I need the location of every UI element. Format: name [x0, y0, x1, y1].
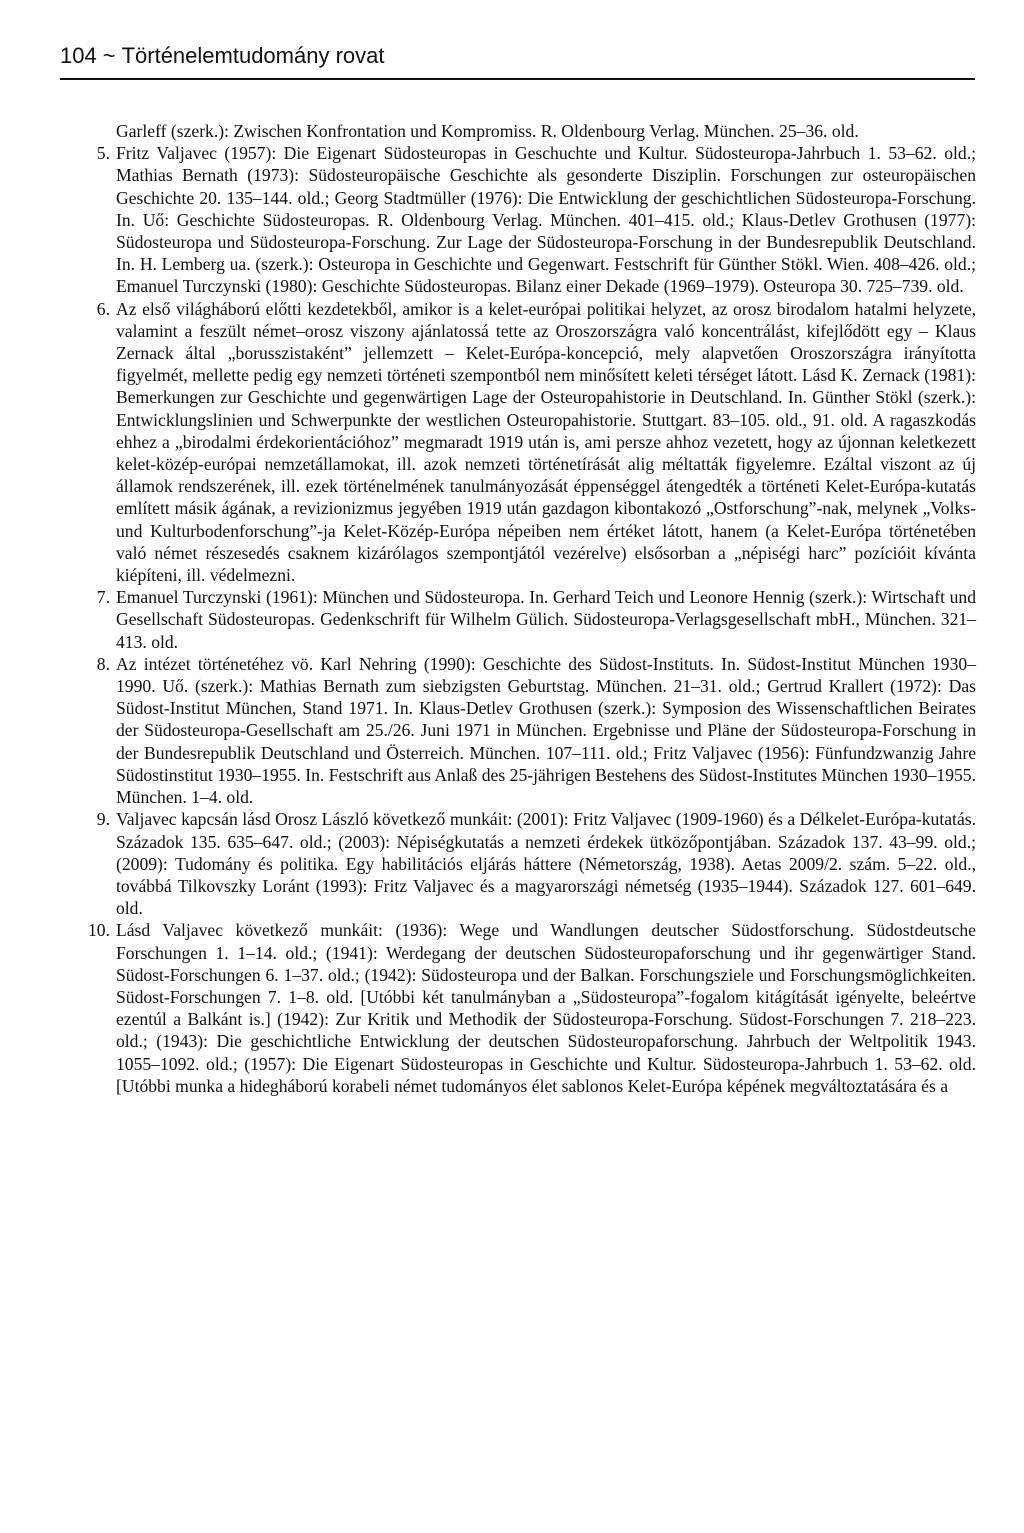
note-8: [82, 653, 976, 808]
note-9: [82, 808, 976, 919]
page-number: 104: [60, 43, 97, 68]
note-6: [82, 298, 976, 587]
note-text: Az intézet történetéhez vö. Karl Nehring (1990): Geschichte des Südost-Instituts. In. Südost-Institut München 1930–1990. Uő. (szerk.): Mathias Bernath zum siebzigsten Geburtstag. München. 21–31. old.; Gertrud Krallert (1972): Das Südost-Institut München, Stand 1971. In. Klaus-Detlev Grothusen (szerk.): Symposion des Wissenschaftlichen Beirates der Südosteuropa-Gesellschaft am 25./26. Juni 1971 in München. Ergebnisse und Pläne der Südosteuropa-Forschung in der Bundesrepublik Deutschland und Österreich. München. 107–111. old.; Fritz Valjavec (1956): Fünfundzwanzig Jahre Südostinstitut 1930–1955. In. Festschrift aus Anlaß des 25-jährigen Bestehens des Südost-Institutes München 1930–1955. München. 1–4. old.: [116, 653, 976, 808]
endnotes: [82, 120, 976, 1097]
note-10: [82, 919, 976, 1097]
note-text: Lásd Valjavec következő munkáit: (1936): Wege und Wandlungen deutscher Südostforschung. Südostdeutsche Forschungen 1. 1–14. old.; (1941): Werdegang der deutschen Südosteuropaforschung und ihr gegenwärtiger Stand. Südost-Forschungen 6. 1–37. old.; (1942): Südosteuropa und der Balkan. Forschungsziele und Forschungsmöglichkeiten. Südost-Forschungen 7. 1–8. old. [Utóbbi két tanulmányban a „Südosteuropa”-fogalom kitágítását igényelte, beleértve ezentúl a Balkánt is.] (1942): Zur Kritik und Methodik der Südosteuropa-Forschung. Südost-Forschungen 7. 218–223. old.; (1943): Die geschichtliche Entwicklung der deutschen Südosteuropaforschung. Jahrbuch der Weltpolitik 1943. 1055–1092. old.; (1957): Die Eigenart Südosteuropas in Geschichte und Kultur. Südosteuropa-Jahrbuch 1. 53–62. old. [Utóbbi munka a hidegháború korabeli német tudományos élet sablonos Kelet-Európa képének megváltoztatására és a: [116, 920, 976, 1096]
header-separator: ~: [102, 43, 116, 68]
note-text: Garleff (szerk.): Zwischen Konfrontation und Kompromiss. R. Oldenbourg Verlag. München. 25–36. old.: [116, 121, 859, 141]
note-number: 5.: [96, 143, 110, 164]
note-text: Emanuel Turczynski (1961): München und Südosteuropa. In. Gerhard Teich und Leonore Hennig (szerk.): Wirtschaft und Gesellschaft Südosteuropas. Gedenkschrift für Wilhelm Gülich. Südosteuropa-Verlagsgesellschaft mbH., München. 321–413. old.: [116, 587, 976, 652]
note-text: Valjavec kapcsán lásd Orosz László következő munkáit: (2001): Fritz Valjavec (1909-1960) és a Délkelet-Európa-kutatás. Századok 135. 635–647. old.; (2003): Népiségkutatás a nemzeti érdekek ütközőpontjában. Századok 137. 43–99. old.; (2009): Tudomány és politika. Egy habilitációs eljárás háttere (Németország, 1938). Aetas 2009/2. szám. 5–22. old., továbbá Tilkovszky Loránt (1993): Fritz Valjavec és a magyarországi németség (1935–1944). Századok 127. 601–649. old.: [116, 809, 976, 919]
running-header: [60, 42, 975, 80]
note-text: Fritz Valjavec (1957): Die Eigenart Südosteuropas in Geschuchte und Kultur. Südosteuropa-Jahrbuch 1. 53–62. old.; Mathias Bernath (1973): Südosteuropäische Geschichte als gesonderte Disziplin. Forschungen zur osteuropäischen Geschichte 20. 135–144. old.; Georg Stadtmüller (1976): Die Entwicklung der geschichtlichen Südosteuropa-Forschung. In. Uő: Geschichte Südosteuropas. R. Oldenbourg Verlag. München. 401–415. old.; Klaus-Detlev Grothusen (1977): Südosteuropa und Südosteuropa-Forschung. Zur Lage der Südosteuropa-Forschung in der Bundesrepublik Deutschland. In. H. Lemberg ua. (szerk.): Osteuropa in Geschichte und Gegenwart. Festschrift für Günther Stökl. Wien. 408–426. old.; Emanuel Turczynski (1980): Geschichte Südosteuropas. Bilanz einer Dekade (1969–1979). Osteuropa 30. 725–739. old.: [116, 143, 976, 297]
section-title: Történelemtudomány rovat: [121, 43, 385, 68]
note-text: Az első világháború előtti kezdetekből, amikor is a kelet-európai politikai helyzet, az orosz birodalom hatalmi helyzete, valamint a feszült német–orosz viszony ajánlatossá tette az Oroszországra való koncentrálást, kifejlődött egy – Klaus Zernack által „borusszistaként” jellemzett – Kelet-Európa-koncepció, mely alapvetően Oroszországra irányította figyelmét, mellette pedig egy nemzeti történeti szempontból nem minősített keleti térséget látott. Lásd K. Zernack (1981): Bemerkungen zur Geschichte und gegenwärtigen Lage der Osteuropahistorie in Deutschland. In. Günther Stökl (szerk.): Entwicklungslinien und Schwerpunkte der westlichen Osteuropahistorie. Stuttgart. 83–105. old., 91. old. A ragaszkodás ehhez a „birodalmi érdekorientációhoz” megmaradt 1919 után is, ami persze ahhoz vezetett, hogy az újonnan keletkezett kelet-közép-európai nemzetállamokat, ill. azok nemzeti történetírását alig méltatták figyelemre. Ezáltal viszont az új államok rendszerének, ill. ezek történelmének tanulmányozását éppenséggel átengedték a történeti Kelet-Európa-kutatás említett másik ágának, a revizionizmus jegyében 1919 után gazdagon kibontakozó „Ostforschung”-nak, melynek „Volks- und Kulturbodenforschung”-ja Kelet-Közép-Európa népeiben nem értéket látott, hanem (a Kelet-Európa történetében való német részesedés csaknem kizárólagos szempontjától vezérelve) elsősorban a „népiségi harc” pozícióit kívánta kiépíteni, ill. védelmezni.: [116, 298, 976, 586]
note-number: 9.: [96, 809, 110, 830]
note-7: [82, 586, 976, 653]
note-4-continuation: [82, 120, 976, 142]
note-number: 6.: [96, 298, 110, 319]
note-number: 8.: [96, 653, 110, 674]
note-5: [82, 142, 976, 297]
note-number: 7.: [96, 587, 110, 608]
note-number: 10.: [88, 920, 110, 941]
